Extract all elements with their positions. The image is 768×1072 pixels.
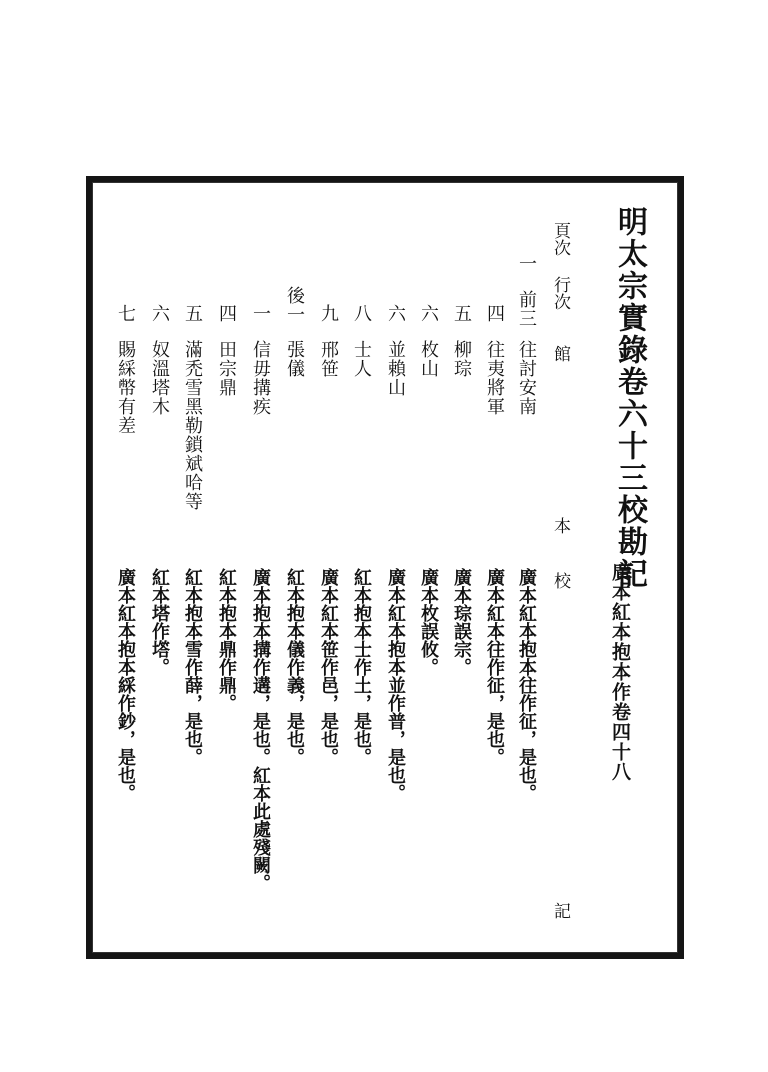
header-notes: 記 <box>550 902 570 919</box>
row-note: 廣本抱本搆作遘，是也。紅本此處殘闕。 <box>250 568 271 892</box>
row-text: 奴溫塔木 <box>149 340 170 416</box>
header-this-text: 本 <box>550 517 570 534</box>
header-pavilion: 館 <box>550 345 570 362</box>
row-note: 廣本紅本抱本往作征，是也。 <box>516 568 537 802</box>
row-note: 廣本琮誤宗。 <box>451 568 472 676</box>
row-note: 廣本紅本抱本並作普，是也。 <box>385 568 406 802</box>
row-line: 一 <box>250 304 271 323</box>
row-line: 六 <box>385 304 406 323</box>
row-text: 邢笹 <box>318 340 339 378</box>
row-text: 並賴山 <box>385 340 406 397</box>
row-note: 紅本抱本雪作薛，是也。 <box>182 568 203 766</box>
row-note: 廣本紅本笹作邑，是也。 <box>318 568 339 766</box>
row-text: 柳琮 <box>451 340 472 378</box>
row-note: 廣本紅本往作征，是也。 <box>484 568 505 766</box>
row-line: 後一 <box>284 286 305 324</box>
row-text: 往討安南 <box>516 340 537 416</box>
document-title: 明太宗實錄卷六十三校勘記 <box>612 206 647 590</box>
row-page: 一 <box>516 254 537 273</box>
row-line: 四 <box>216 304 237 323</box>
row-text: 滿禿雪黑勒鎖斌哈等 <box>182 340 203 511</box>
row-line: 前三 <box>516 290 537 328</box>
row-line: 五 <box>182 304 203 323</box>
row-note: 紅本抱本儀作義，是也。 <box>284 568 305 766</box>
row-text: 枚山 <box>418 340 439 378</box>
row-line: 六 <box>149 304 170 323</box>
row-line: 五 <box>451 304 472 323</box>
header-page-line: 頁次 行次 <box>550 222 570 310</box>
row-text: 信毋搆疾 <box>250 340 271 416</box>
row-text: 往夷將軍 <box>484 340 505 416</box>
row-text: 張儀 <box>284 340 305 378</box>
row-note: 紅本抱本鼎作鼎。 <box>216 568 237 712</box>
row-text: 賜綵幣有差 <box>115 340 136 435</box>
document-subtitle: 廣本紅本抱本作卷四十八 <box>609 562 631 782</box>
row-note: 紅本抱本士作土，是也。 <box>351 568 372 766</box>
row-line: 六 <box>418 304 439 323</box>
row-line: 七 <box>115 304 136 323</box>
row-text: 田宗鼎 <box>216 340 237 397</box>
row-line: 四 <box>484 304 505 323</box>
row-note: 紅本塔作㙮。 <box>149 568 170 676</box>
row-note: 廣本枚誤攸。 <box>418 568 439 676</box>
row-line: 八 <box>351 304 372 323</box>
header-collation: 校 <box>550 572 570 589</box>
row-line: 九 <box>318 304 339 323</box>
row-note: 廣本紅本抱本綵作鈔，是也。 <box>115 568 136 802</box>
row-text: 士人 <box>351 340 372 378</box>
